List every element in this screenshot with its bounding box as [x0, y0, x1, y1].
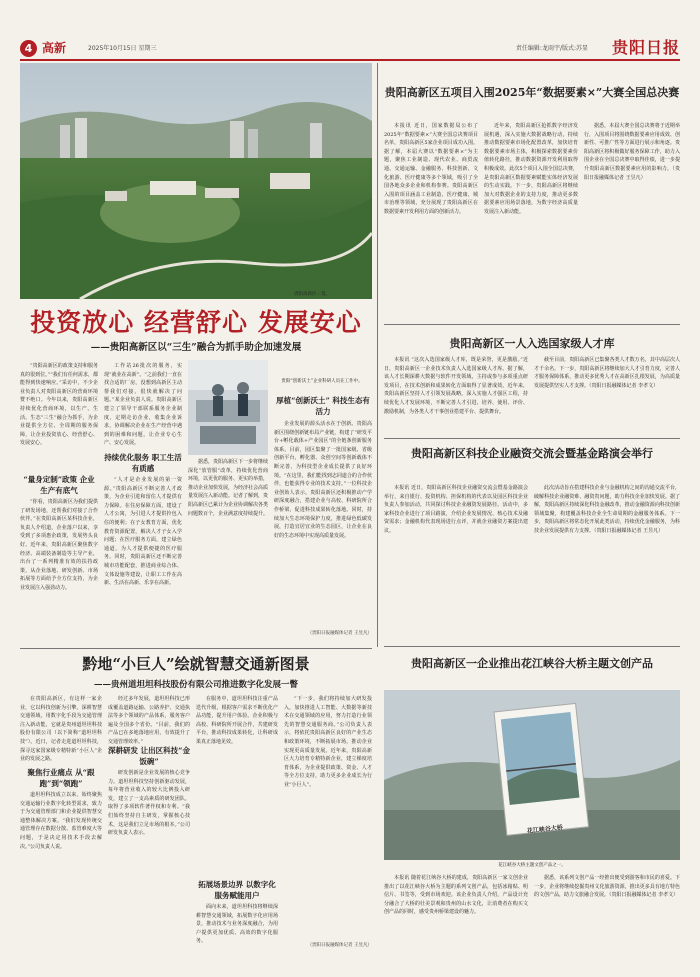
culture-col1-text: 本报讯 随着花江峡谷大桥的建成，贵阳高新区一家文创企业推出了以花江峡谷大桥为主题的系列文创产品，包括冰箱贴、明信片、书签等，受到市场欢迎。该企业负责人介绍，产品设计充分融合了大桥的壮美景观和贵州的山水文化，让消费者在购买文创产品的同时，感受贵州桥梁建设的魅力。 [384, 875, 528, 916]
giant-col3b-text: 面向未来，道坦坦科技将继续深耕智慧交通领域，拓展数字化应用场景，推动技术与业务深度融合，为用户提供更加优质、高效的数字化服务。 [196, 904, 278, 945]
giant-subhead-3: 拓展场景边界 以数字化服务赋能用户 [198, 880, 276, 900]
culture-photo [384, 690, 680, 860]
finance-col1-text: 本报讯 近日，贵阳高新区科技企业融资交流会暨基金路演会举行，来自银行、投资机构、担保机构的代表以及园区科技企业负责人参加活动，共同探讨科技企业融资发展路径。活动中，多家科技企业进行了项目路演，介绍企业发展情况、核心技术及融资需求；金融机构代表现场进行点评，并就企业融资方案提出建议。 [384, 485, 528, 534]
page-number-badge: 4 [20, 40, 37, 57]
culture-card-text: 花江峡谷大桥 [526, 824, 564, 835]
column-divider [377, 63, 378, 647]
giant-headline: 黔地“小巨人”绘就智慧交通新图景 [82, 655, 310, 673]
talent-headline: 贵阳高新区一人入选国家级人才库 [449, 337, 615, 350]
editor-credits: 责任编辑:龙雨宇/版式:苏显 [515, 45, 588, 52]
lead-subhead-1: “量身定制”政策 企业生产有底气 [23, 475, 95, 495]
giant-col3-text: 在服务中，道坦坦科技注重产品迭代升级，根据客户需求不断优化产品功能，提升用户体验。企业积极与高校、科研院所开展合作，共建研发平台，推动科技成果转化，让科研成果真正落地见效。 [196, 696, 278, 745]
lead-col1-text: “贵阳高新区的政策支持和服务真的很到位。”“我们有任何需求，都能得到快速响应。”采访中，不少企业负责人对贵阳高新区的营商环境赞不绝口。今年以来，贵阳高新区持续优化营商环境，以生产、生活、生态“三生”融合为抓手，为企业提供全方位、全周期的服务保障，让企业投资放心、经营舒心、发展安心。 [20, 363, 98, 447]
finance-headline: 贵阳高新区科技企业融资交流会暨基金路演会举行 [411, 447, 653, 460]
lead-photo-2-caption: 贵阳“创新沃土”企业科研人员在工作中。 [281, 379, 363, 384]
section-name: 高新 [42, 41, 67, 55]
culture-headline: 贵阳高新区一企业推出花江峡谷大桥主题文创产品 [411, 657, 653, 670]
giant-col4-text: “下一步，我们将持续加大研发投入，加快推进人工智能、大数据等新技术在交通领域的应用，努力打造行业领先的智慧交通服务商。”公司负责人表示，将依托贵阳高新区良好的产业生态和政策环境，不断拓展市场，推动企业实现更高质量发展。近年来，贵阳高新区大力培育专精特新企业，建立梯度培育体系，为企业提供政策、资金、人才等全方位支持，助力更多企业成长为行业“小巨人”。 [284, 696, 372, 788]
talent-bottom-rule [384, 438, 680, 439]
contest-col2-text: 近年来，贵阳高新区抢抓数字经济发展机遇，深入实施大数据战略行动，持续推动数据要素市场化配置改革，加快培育数据要素市场主体，积极探索数据要素价值转化路径，推动数据资源开发利用取得积极成效。此次5个项目入围全国总决赛，是贵阳高新区数据要素赋能实体经济发展的生动实践。下一步，贵阳高新区将继续加大对数据企业的支持力度，推动更多数据要素应用场景落地，为数字经济高质量发展注入新动能。 [484, 123, 578, 215]
contest-bottom-rule [384, 324, 680, 325]
culture-photo-caption: 花江峡谷大桥主题文创产品之一。 [498, 863, 566, 868]
lead-subhead-3: 厚植“创新沃土” 科技生态有活力 [276, 396, 370, 416]
lead-photo [20, 63, 372, 299]
contest-col3-text: 据悉，本届大赛全国总决赛将于近期举行，入围项目将围绕数据要素应用成效、创新性、可推广性等方面进行展示和角逐。贵阳高新区将积极做好服务保障工作，助力入围企业在全国总决赛中取得佳绩，进一步提升贵阳高新区数据要素应用的影响力。（贵阳日报融媒体记者 王昱凡） [584, 123, 680, 181]
giant-subheadline: ——贵州道坦坦科技股份有限公司推进数字化发展一瞥 [93, 680, 298, 690]
giant-col2b-text: 研发创新是企业发展的核心竞争力。道坦坦科技坚持创新驱动发展，每年将营业收入的较大比例投入研发，建立了一支高素质的研发团队，取得了多项软件著作权和专利。“我们始终坚持自主研发，掌握核心技术，这是我们立足市场的根本。”公司研发负责人表示。 [108, 770, 190, 837]
lead-photo-caption: 贵阳高新区一景。 [294, 292, 330, 297]
issue-date: 2025年10月15日 星期三 [88, 45, 157, 52]
lead-bottom-rule [20, 648, 372, 649]
giant-col2-text: 经过多年发展，道坦坦科技已形成覆盖道路运输、公路养护、交通执法等多个领域的产品体系，服务客户遍及全国多个省份。“目前，我们的产品已在多地落地应用，有效提升了交通管理效率。” [108, 696, 190, 745]
lead-subheadline: ——贵阳高新区以“三生”融合为抓手助企加速发展 [90, 342, 302, 353]
talent-col2-text: 截至目前，贵阳高新区已集聚各类人才数万名，其中高层次人才千余名。下一步，贵阳高新区将继续加大人才引育力度，完善人才服务保障体系，推动更多优秀人才在高新区扎根发展，为高质量发展提供坚实人才支撑。（贵阳日报融媒体记者 李孝文） [534, 357, 680, 389]
contest-col1-text: 本报讯 近日，国家数据局公布了2025年“数据要素×”大赛全国总决赛项目名单，贵阳高新区5家企业项目成功入围。据了解，本届大赛以“数据要素×”为主题，聚焦工业制造、现代农业、商贸流通、交通运输、金融服务、科技创新、文化旅游、医疗健康等多个领域，吸引了全国各地众多企业和机构参赛。贵阳高新区入围的项目涵盖工业制造、医疗健康、城市治理等领域，充分展现了贵阳高新区在数据要素开发利用方面的创新活力。 [384, 123, 478, 215]
lead-col1b-text: “你看，贵阳高新区为我们提供了研发场地，还帮我们对接了合作伙伴。”在贵阳高新区某科技企业，负责人介绍道，企业落户以来，享受到了多项惠企政策，发展势头良好。近年来，贵阳高新区聚焦数字经济、高端装备制造等主导产业，出台了一系列精准有效的扶持政策，从企业落地、研发创新、市场拓展等方面给予全方位支持，为企业发展注入强劲动力。 [20, 499, 98, 591]
page-header [20, 40, 680, 57]
newspaper-logo: 贵阳日报 [611, 38, 680, 57]
giant-col1b-text: 道坦坦科技成立以来，始终聚焦交通运输行业数字化转型需求，致力于为交通管理部门和企业提供智慧交通整体解决方案。“我们发现传统交通管理存在数据分散、监管难度大等问题，于是决定用技术手段去解决。”公司负责人说。 [20, 792, 102, 850]
lead-col2b-text: “人才是企业发展的第一资源。”贵阳高新区不断完善人才政策，为企业引进和留住人才提供有力保障。在住房保障方面，建设了人才公寓，为引进人才提供拎包入住的便利；在子女教育方面，优化教育资源配置，解决人才子女入学问题；在医疗服务方面，建立绿色通道，为人才提供便捷的医疗服务。同时，贵阳高新区还不断完善城市功能配套，推进商业综合体、文体设施等建设，让职工工作在高新、生活在高新、乐享在高新。 [104, 477, 182, 587]
lead-credit: （贵阳日报融媒体记者 王昱凡） [307, 631, 372, 636]
giant-credit: （贵阳日报融媒体记者 王昱凡） [307, 943, 372, 948]
finance-bottom-rule [384, 646, 680, 647]
giant-subhead-2: 深耕研发 让出区科技“金饭碗” [108, 746, 190, 766]
lead-col3-text: 据悉，贵阳高新区下一步将继续深化“放管服”改革，持续优化营商环境，以更优的服务、更实的举措，推动企业加快发展，为经济社会高质量发展注入新动能。记者了解到，贵阳高新区已累计为企业协调解决各类问题数百个，企业满意度持续提升。 [188, 459, 269, 517]
lead-subhead-2: 持续优化服务 职工生活有质感 [104, 453, 182, 473]
finance-col2-text: 此次活动旨在搭建科技企业与金融机构之间的沟通交流平台，破解科技企业融资难、融资贵问题，助力科技企业加快发展。据了解，贵阳高新区持续深化科技金融改革，推动金融资源向科技创新领域集聚，构建覆盖科技企业全生命周期的金融服务体系。下一步，贵阳高新区将常态化开展此类活动，持续优化金融服务，为科技企业发展提供有力支撑。（贵阳日报融媒体记者 王昱凡） [534, 485, 680, 534]
culture-col2-text: 据悉，该系列文创产品一经推出便受到游客和市民的喜爱。下一步，企业将继续挖掘贵州文化旅游资源，推出更多具有地方特色的文创产品，助力文旅融合发展。（贵阳日报融媒体记者 李孝文） [534, 875, 680, 899]
contest-headline: 贵阳高新区五项目入围2025年“数据要素×”大赛全国总决赛 [384, 86, 680, 99]
lead-col3b-text: 企业发展的源头活水在于创新。贵阳高新区围绕创新链布局产业链，构建了“研发平台+孵化载体+产业园区”的全链条创新服务体系。目前，园区集聚了一批国家级、省级创新平台，孵化器、众创空间等创新载体不断完善，为科技型企业成长提供了良好环境。“在这里，我们能找到志同道合的合作伙伴，也能获得专业的技术支持。”一位科技企业创始人表示。贵阳高新区还积极推动产学研深度融合，搭建企业与高校、科研院所合作桥梁，促进科技成果转化落地。同时，持续加大生态环境保护力度，推进绿色低碳发展，打造宜居宜业的生态园区，让企业在良好的生态环境中实现高质量发展。 [274, 421, 372, 539]
talent-col1-text: 本报讯 “这次入选国家级人才库，既是荣誉，更是激励。”近日，贵阳高新区一企业技术负责人入选国家级人才库。据了解，该人才长期深耕大数据与软件开发领域，主持或参与多项重点研发项目，在技术创新和成果转化方面取得了显著成效。近年来，贵阳高新区坚持人才引领发展战略，深入实施人才强区工程，持续优化人才发展环境，不断完善人才引进、培养、使用、评价、激励机制，为各类人才干事创业搭建平台、提供舞台。 [384, 357, 528, 415]
lead-headline: 投资放心 经营舒心 发展安心 [30, 308, 362, 337]
lead-photo-2 [188, 360, 268, 455]
lead-col2-text: 工作站26批次的服务，实现“就业在高新”。“之前我们一直在找合适的厂房，没想到高新区主动帮我们对接，很快就解决了问题。”某企业负责人说。贵阳高新区建立了领导干部联系服务企业制度，定期走访企业，收集企业诉求，协调解决企业在生产经营中遇到的困难和问题，让企业专心生产、安心发展。 [104, 363, 182, 447]
giant-subhead-1: 聚焦行业痛点 从“跟跑”到“领跑” [27, 768, 95, 788]
giant-col1-text: 在贵阳高新区，有这样一家企业，它以科技创新为引擎，深耕智慧交通领域，用数字化手段为交通管理注入新动能，它就是贵州道坦坦科技股份有限公司（以下简称“道坦坦科技”）。近日，记者走进道坦坦科技，探寻这家国家级专精特新“小巨人”企业的发展之路。 [20, 696, 102, 763]
header-rule [20, 59, 680, 61]
